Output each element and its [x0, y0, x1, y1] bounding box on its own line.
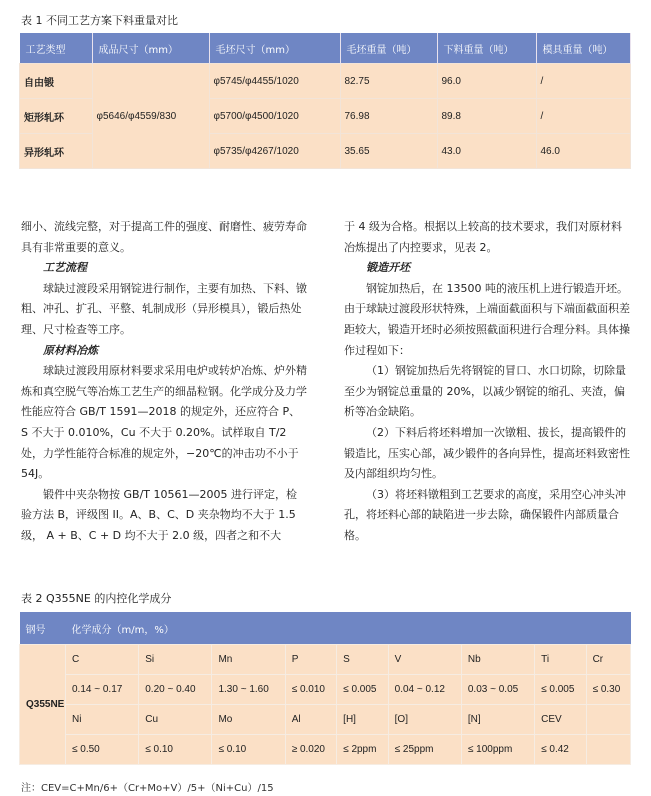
table-row — [20, 705, 631, 735]
element-value: ≤ 25ppm — [388, 735, 461, 765]
element-value: ≤ 0.10 — [212, 735, 285, 765]
element-name: [N] — [461, 705, 534, 735]
section-heading: 锻造开坯 — [366, 261, 410, 275]
table1-header: 成品尺寸（mm） — [92, 33, 209, 64]
table-row — [20, 735, 631, 765]
table1-header: 工艺类型 — [20, 33, 93, 64]
element-name: [O] — [388, 705, 461, 735]
element-value: ≤ 0.010 — [285, 675, 336, 705]
blank-weight: 82.75 — [340, 64, 437, 99]
table1-caption: 表 1 不同工艺方案下料重量对比 — [21, 14, 178, 27]
element-name: S — [337, 645, 388, 675]
element-name: Ni — [66, 705, 139, 735]
footnote: 注：CEV=C+Mn/6+（Cr+Mo+V）/5+（Ni+Cu）/15 — [21, 783, 274, 794]
table1-header: 下料重量（吨） — [437, 33, 536, 64]
element-name: V — [388, 645, 461, 675]
element-value: ≤ 0.005 — [337, 675, 388, 705]
element-name: C — [66, 645, 139, 675]
element-name: Al — [285, 705, 336, 735]
element-value: 0.20 ~ 0.40 — [139, 675, 212, 705]
element-value: ≤ 2ppm — [337, 735, 388, 765]
product-size: φ5646/φ4559/830 — [92, 64, 209, 169]
element-value: ≤ 0.42 — [535, 735, 586, 765]
section-heading: 原材料冶炼 — [43, 343, 98, 357]
process-type: 矩形轧环 — [20, 99, 93, 134]
element-value: ≤ 100ppm — [461, 735, 534, 765]
process-type: 自由锻 — [20, 64, 93, 99]
element-name: Mn — [212, 645, 285, 675]
element-value: ≤ 0.30 — [586, 675, 630, 705]
table-row — [20, 645, 631, 675]
element-value: 1.30 ~ 1.60 — [212, 675, 285, 705]
left-column — [21, 217, 307, 547]
paragraph: （3）将坯料镦粗到工艺要求的高度，采用空心冲头冲孔，将坯料心部的缺陷进一步去除，确保锻件内部质量合格。 — [344, 487, 626, 542]
element-name: CEV — [535, 705, 586, 735]
grade-header: 钢号 — [20, 612, 66, 645]
element-name: Nb — [461, 645, 534, 675]
blank-weight: 35.65 — [340, 134, 437, 169]
table1-header-row — [20, 33, 631, 64]
paragraph: 于 4 级为合格。根据以上较高的技术要求，我们对原材料冶炼提出了内控要求，见表 2。 — [344, 220, 622, 254]
paragraph: （2）下料后将坯料增加一次镦粗、拔长，提高锻件的锻造比，压实心部，减少锻件的各向异性，提高坯料致密性及内部组织均匀性。 — [344, 425, 630, 481]
table2 — [19, 612, 631, 765]
process-type: 异形轧环 — [20, 134, 93, 169]
section-heading: 工艺流程 — [43, 261, 87, 275]
die-weight: / — [536, 99, 631, 134]
blank-weight: 76.98 — [340, 99, 437, 134]
element-name: Si — [139, 645, 212, 675]
blank-size: φ5700/φ4500/1020 — [209, 99, 340, 134]
feed-weight: 43.0 — [437, 134, 536, 169]
element-name: Cu — [139, 705, 212, 735]
steel-grade: Q355NE — [20, 645, 66, 765]
element-value: 0.03 ~ 0.05 — [461, 675, 534, 705]
paragraph: （1）钢锭加热后先将钢锭的冒口、水口切除，切除量至少为钢锭总重量的 20%，以减少钢锭的缩孔、夹渣，偏析等冶金缺陷。 — [344, 364, 626, 419]
element-name — [586, 705, 630, 735]
element-name: Mo — [212, 705, 285, 735]
element-name: [H] — [337, 705, 388, 735]
paragraph: 球缺过渡段采用钢锭进行制作，主要有加热、下料、镦粗、冲孔、扩孔、平整、轧制成形（异形模具），锻后热处理、尺寸检查等工序。 — [21, 281, 307, 336]
blank-size: φ5745/φ4455/1020 — [209, 64, 340, 99]
die-weight: 46.0 — [536, 134, 631, 169]
feed-weight: 96.0 — [437, 64, 536, 99]
paragraph: 锻件中夹杂物按 GB/T 10561—2005 进行评定，检验方法 B，评级图 II。A、B、C、D 夹杂物均不大于 1.5 级， A + B、C + D 均不大于 2.0 级，四者之和不大 — [21, 487, 297, 542]
table2-header-row — [20, 612, 631, 645]
element-name: Cr — [586, 645, 630, 675]
table1 — [19, 33, 631, 169]
table2-caption: 表 2 Q355NE 的内控化学成分 — [21, 592, 172, 605]
paragraph: 细小、流线完整，对于提高工件的强度、耐磨性、疲劳寿命具有非常重要的意义。 — [21, 220, 307, 254]
feed-weight: 89.8 — [437, 99, 536, 134]
table1-header: 毛坯重量（吨） — [340, 33, 437, 64]
paragraph: 球缺过渡段用原材料要求采用电炉或转炉冶炼、炉外精炼和真空脱气等冶炼工艺生产的细晶粒钢。化学成分及力学性能应符合 GB/T 1591—2018 的规定外，还应符合 P、S 不大于 0.010%，Cu 不大于 0.20%。试样取自 T/2 处，力学性能符合标准的规定外，−20℃的冲击功不小于 54J。 — [21, 364, 307, 481]
table-row — [20, 64, 631, 99]
element-value — [586, 735, 630, 765]
table1-header: 毛坯尺寸（mm） — [209, 33, 340, 64]
table-row — [20, 675, 631, 705]
die-weight: / — [536, 64, 631, 99]
element-value: ≤ 0.005 — [535, 675, 586, 705]
element-value: ≤ 0.10 — [139, 735, 212, 765]
element-value: ≤ 0.50 — [66, 735, 139, 765]
element-name: Ti — [535, 645, 586, 675]
paragraph: 钢锭加热后，在 13500 吨的液压机上进行锻造开坯。由于球缺过渡段形状特殊，上端面截面积与下端面截面积差距较大，锻造开坯时必须按照截面积进行合理分料。具体操作过程如下： — [344, 281, 630, 357]
element-value: ≥ 0.020 — [285, 735, 336, 765]
element-name: P — [285, 645, 336, 675]
element-value: 0.14 ~ 0.17 — [66, 675, 139, 705]
blank-size: φ5735/φ4267/1020 — [209, 134, 340, 169]
composition-header: 化学成分（m/m，%） — [66, 612, 631, 645]
table1-header: 模具重量（吨） — [536, 33, 631, 64]
right-column — [344, 217, 632, 547]
element-value: 0.04 ~ 0.12 — [388, 675, 461, 705]
